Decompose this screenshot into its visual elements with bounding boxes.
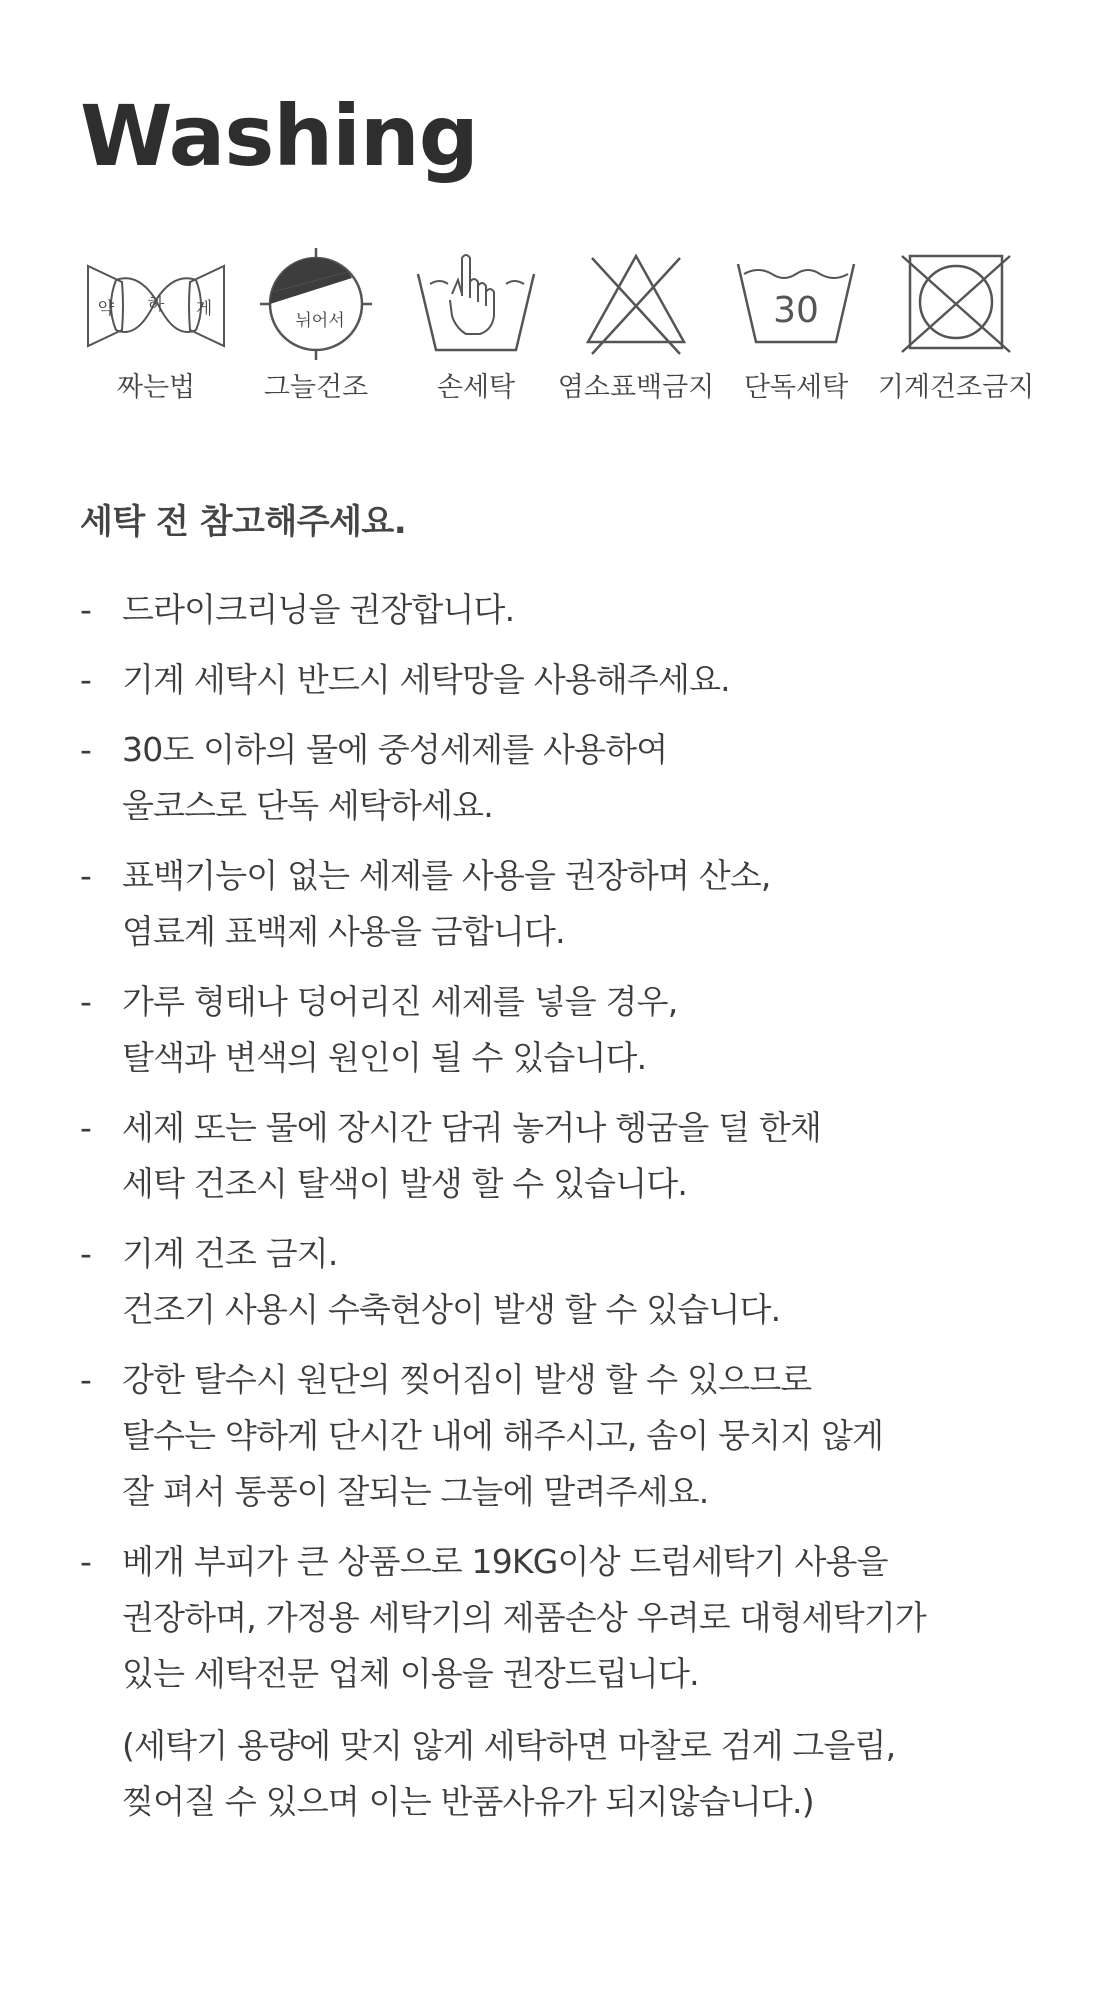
note-line: 탈수는 약하게 단시간 내에 해주시고, 솜이 뭉치지 않게 [122,1416,884,1455]
note-line: 건조기 사용시 수축현상이 발생 할 수 있습니다. [122,1290,781,1329]
bullet-dash: - [80,1360,92,1399]
icon-label-no-tumble-dry: 기계건조금지 [877,372,1035,403]
bullet-dash: - [80,660,92,699]
note-line: 드라이크리닝을 권장합니다. [122,590,515,629]
wash-30-icon-text: 30 [773,290,819,331]
list-item [80,1226,1040,1338]
note-line: 기계 건조 금지. [122,1234,338,1273]
note-line: 울코스로 단독 세탁하세요. [122,786,493,825]
list-item [80,1100,1040,1212]
bullet-dash: - [80,856,92,895]
list-item [80,848,1040,960]
icon-label-shade-dry: 그늘건조 [263,372,369,403]
note-line: 염료계 표백제 사용을 금합니다. [122,912,565,951]
wring-icon-text-1: 약 [97,299,115,319]
note-line: 탈색과 변색의 원인이 될 수 있습니다. [122,1038,647,1077]
icon-label-wash-30: 단독세탁 [743,372,849,403]
bullet-dash: - [80,1234,92,1273]
wash-30-icon [716,244,876,364]
care-icon-no-bleach [556,244,716,424]
wring-gently-icon [76,244,236,364]
bullet-dash: - [80,982,92,1021]
care-icon-wring [76,244,236,424]
note-line: 표백기능이 없는 세제를 사용을 권장하며 산소, [122,856,771,895]
bullet-dash: - [80,1542,92,1581]
note-line: 잘 펴서 통풍이 잘되는 그늘에 말려주세요. [122,1472,709,1511]
note-line: 가루 형태나 덩어리진 세제를 넣을 경우, [122,982,678,1021]
note-line: 권장하며, 가정용 세탁기의 제품손상 우려로 대형세탁기가 [122,1598,927,1637]
wring-icon-text-3: 게 [195,299,213,319]
icon-label-no-bleach: 염소표백금지 [557,372,715,403]
note-line: 기계 세탁시 반드시 세탁망을 사용해주세요. [122,660,730,699]
shade-dry-icon-text: 뉘어서 [295,311,345,331]
list-item [80,652,1040,708]
page-title: Washing [80,87,478,185]
wring-icon-text-2: 하 [147,295,165,315]
care-notes-list [80,582,1040,1844]
note-line: 베개 부피가 큰 상품으로 19KG이상 드럼세탁기 사용을 [122,1542,888,1581]
list-item [80,974,1040,1086]
care-icon-no-tumble-dry [876,244,1036,424]
care-icon-hand-wash [396,244,556,424]
note-line: 강한 탈수시 원단의 찢어짐이 발생 할 수 있으므로 [122,1360,812,1399]
no-bleach-icon [556,244,716,364]
icon-label-wring: 짜는법 [116,372,196,403]
icon-label-hand-wash: 손세탁 [436,372,516,403]
care-icon-wash-30 [716,244,876,424]
shade-dry-icon [236,244,396,364]
notes-title: 세탁 전 참고해주세요. [80,502,407,542]
care-icon-shade-dry [236,244,396,424]
note-line: 30도 이하의 물에 중성세제를 사용하여 [122,730,668,769]
list-item [80,1534,1040,1830]
note-line: 있는 세탁전문 업체 이용을 권장드립니다. [122,1654,699,1693]
hand-wash-icon [396,244,556,364]
no-tumble-dry-icon [876,244,1036,364]
note-line: 찢어질 수 있으며 이는 반품사유가 되지않습니다.) [122,1782,814,1821]
note-line: 세탁 건조시 탈색이 발생 할 수 있습니다. [122,1164,688,1203]
bullet-dash: - [80,1108,92,1147]
list-item [80,722,1040,834]
care-icons-row [76,244,1036,424]
list-item [80,582,1040,638]
bullet-dash: - [80,590,92,629]
list-item [80,1352,1040,1520]
note-line: (세탁기 용량에 맞지 않게 세탁하면 마찰로 검게 그을림, [122,1726,896,1765]
note-line: 세제 또는 물에 장시간 담궈 놓거나 헹굼을 덜 한채 [122,1108,822,1147]
bullet-dash: - [80,730,92,769]
